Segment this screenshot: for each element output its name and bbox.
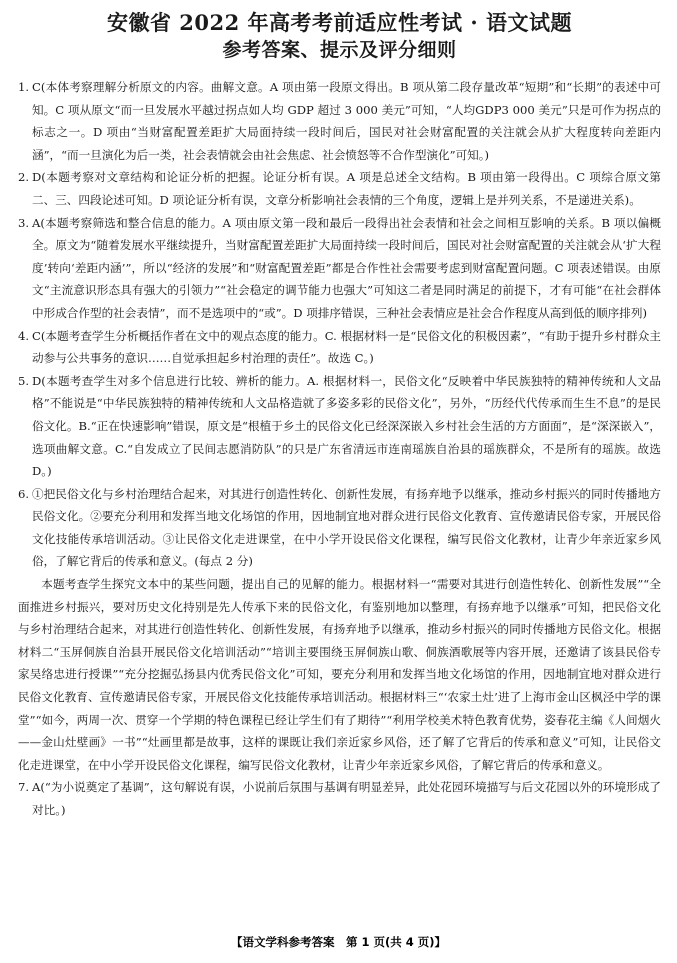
item-number: 6. — [18, 486, 30, 501]
item-number: 1. — [18, 80, 30, 94]
answer-item-2 — [18, 166, 661, 211]
answer-item-4 — [18, 325, 661, 370]
item-text: A(“为小说奠定了基调”，这句解说有误，小说前后氛围与基调有明显差异，此处花园环境描写与后文花园以外的环境形成了对比。) — [32, 780, 661, 817]
answer-item-1 — [18, 76, 661, 166]
item-text: D(本题考察对文章结构和论证分析的把握。论证分析有误。A 项是总述全文结构。B 项由第一段得出。C 项综合原文第二、三、四段论述可知。D 项论证分析有误，文章分析影响社会表情的三个角度，逻辑上是并列关系，不是递进关系)。 — [32, 170, 661, 207]
answer-item-6-explanation: 本题考查学生探究文本中的某些问题，提出自己的见解的能力。根据材料一“需要对其进行创造性转化、创新性发展”“全面推进乡村振兴，要对历史文化持别是先人传承下来的民俗文化，有鉴别地加以整理，有扬弃地予以继承”可知，把民俗文化与乡村治理结合起来，对其进行创造性转化、创新性发展，有扬弃地予以继承，推动乡村振兴的同时传播地方民俗文化。根据材料二“玉屏侗族自治县开展民俗文化培训活动”“培训主要围绕玉屏侗族山歌、侗族酒歌展等内容开展，还邀请了该县民俗专家吴络忠进行授课”“充分挖掘弘扬县内优秀民俗文化”可知，要充分利用和发挥当地文化场馆的作用，因地制宜地对群众进行民俗文化教育、宣传邀请民俗专家，开展民俗文化技能传承培训活动。根据材料三“‘农家土灶’进了上海市金山区枫泾中学的课堂”“如今，两周一次、贯穿一个学期的特色课程已经让学生们有了期待”“利用学校美术特色教育优势，姿春花主编《人间烟火——金山灶壁画》一书”“灶画里都是故事，这样的课既让我们亲近家乡风俗，还了解了它背后的传承和意义”可知，让民俗文化走进课堂，在中小学开设民俗文化课程，编写民俗文化教材，让青少年亲近家乡风俗，了解它背后的传承和意义。 — [18, 577, 661, 772]
item-text: ①把民俗文化与乡村治理结合起来，对其进行创造性转化、创新性发展，有扬弃地予以继承，推动乡村振兴的同时传播地方民俗文化。②要充分利用和发挥当地文化场馆的作用，因地制宜地对群众进行民俗文化教育、宣传邀请民俗专家，开展民俗文化技能传承培训活动。③让民俗文化走进课堂，在中小学开设民俗文化课程，编写民俗文化教材，让青少年亲近家乡风俗，了解它背后的传承和意义。(每点 2 分) — [32, 486, 661, 569]
item-text: D(本题考查学生对多个信息进行比较、辨析的能力。A. 根据材料一，民俗文化“反映着中华民族独特的精神传统和人文品格”不能说是“中华民族独特的精神传统和人文品格造就了多姿多彩的民俗文化”，另外，“历经代代传承而生生不息”的是民俗文化。B.“正在快速影响”错误，原文是“根植于乡土的民俗文化已经深深嵌入乡村社会生活的方方面面”，是“深深嵌入”，选项曲解文意。C.“自发成立了民间志愿消防队”的只是广东省清远市连南瑶族自治县的瑶族群众，不是所有的瑶族。故选 D。) — [32, 373, 661, 479]
answer-item-5 — [18, 370, 661, 483]
item-text: C(本题考查学生分析概括作者在文中的观点态度的能力。C. 根据材料一是“民俗文化的积极因素”，“有助于提升乡村群众主动参与公共事务的意识……自觉承担起乡村治理的责任”。故选 C。) — [32, 328, 661, 366]
item-text: C(本体考察理解分析原文的内容。曲解文意。A 项由第一段原文得出。B 项从第二段存量改革“短期”和“长期”的表述中可知。C 项从原文“而一旦发展水平越过拐点如人均 GDP 超过 3 000 美元”可知，“人均GDP3 000 美元”只是可作为拐点的标志之一。D 项由“当财富配置差距扩大局面持续一段时间后，国民对社会财富配置的关注就会从扩大程度转向差距内涵”，“而一旦演化为后一类，社会表情就会由社会焦虑、社会愤怒等不合作型演化”可知。) — [32, 80, 661, 162]
item-number: 3. — [18, 215, 30, 230]
page-subtitle: 参考答案、提示及评分细则 — [222, 39, 457, 61]
page-title: 安徽省 2022 年高考考前适应性考试 · 语文试题 — [106, 10, 572, 35]
item-number: 2. — [18, 170, 30, 185]
item-number: 5. — [18, 373, 30, 388]
answer-item-3 — [18, 212, 661, 325]
item-number: 7. — [18, 780, 30, 795]
item-text: A(本题考察筛选和整合信息的能力。A 项由原文第一段和最后一段得出社会表情和社会之间相互影响的关系。B 项以偏概全。原文为“随着发展水平继续提升，当财富配置差距扩大局面持续一段时间后，国民对社会财富配置的关注就会从‘扩大程度’转向‘差距内涵’”，所以“经济的发展”和“财富配置差距”都是合作性社会需要考虑到财富配置问题。C 项表述错误。由原文“主流意识形态具有强大的引领力”“社会稳定的调节能力也强大”可知这二者是同时满足的前提下，才有可能“在社会群体中形成合作型的社会表情”，而不是选项中的“或”。D 项排序错误，三种社会表情应是社会合作程度从高到低的顺序排列) — [32, 215, 661, 320]
answer-item-6 — [18, 483, 661, 573]
answer-list — [18, 76, 661, 822]
item-number: 4. — [18, 328, 30, 343]
answer-item-7 — [18, 776, 661, 821]
page-footer: 【语文学科参考答案 第 1 页(共 4 页)】 — [230, 935, 447, 949]
